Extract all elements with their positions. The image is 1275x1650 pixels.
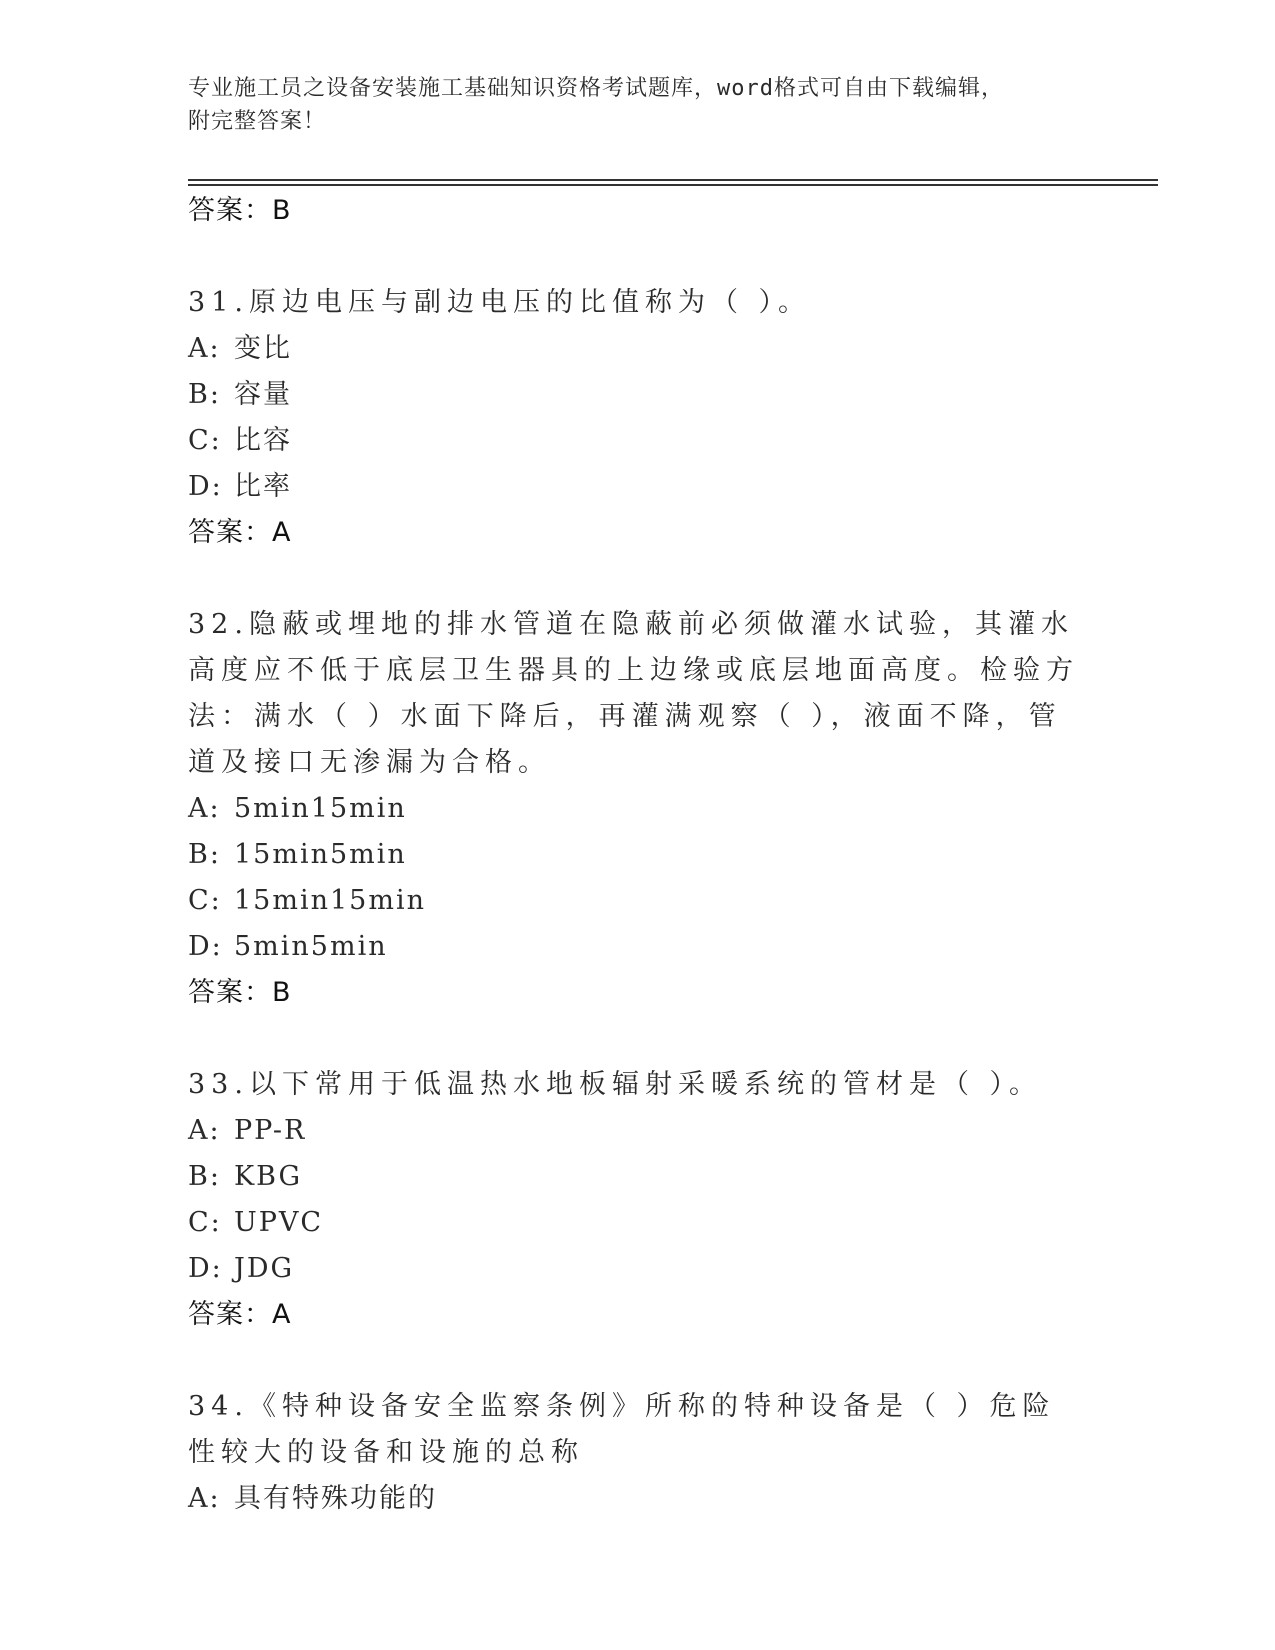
question-block — [188, 1384, 1088, 1522]
option-a — [188, 326, 1088, 372]
option-letter: B: — [188, 839, 221, 870]
option-text: KBG — [234, 1161, 303, 1192]
option-text: JDG — [234, 1253, 295, 1284]
option-d — [188, 464, 1088, 510]
option-c — [188, 418, 1088, 464]
option-text: 15min15min — [234, 885, 426, 916]
option-c — [188, 1200, 1088, 1246]
option-letter: D: — [188, 931, 223, 962]
option-c — [188, 878, 1088, 924]
question-block — [188, 280, 1088, 556]
option-text: 容量 — [234, 379, 292, 410]
option-text: 5min15min — [234, 793, 407, 824]
document-header — [188, 72, 1068, 138]
option-b — [188, 372, 1088, 418]
option-a — [188, 1108, 1088, 1154]
option-a — [188, 786, 1088, 832]
option-letter: A: — [188, 333, 221, 364]
question-text: 31.原边电压与副边电压的比值称为（ ）。 — [188, 287, 812, 318]
option-text: UPVC — [234, 1207, 324, 1238]
option-text: 15min5min — [234, 839, 407, 870]
option-letter: A: — [188, 793, 221, 824]
option-text: PP-R — [234, 1115, 307, 1146]
option-letter: A: — [188, 1483, 221, 1514]
question-text: 32.隐蔽或埋地的排水管道在隐蔽前必须做灌水试验，其灌水高度应不低于底层卫生器具的上边缘或底层地面高度。检验方法：满水（ ）水面下降后，再灌满观察（ ），液面不降，管道及接口无渗漏为合格。 — [188, 609, 1079, 778]
header-divider-top — [188, 179, 1158, 181]
answer-line: 答案：A — [188, 1299, 292, 1330]
option-letter: C: — [188, 425, 222, 456]
option-b — [188, 1154, 1088, 1200]
header-line-2: 附完整答案！ — [188, 109, 327, 134]
question-text: 34.《特种设备安全监察条例》所称的特种设备是（ ）危险性较大的设备和设施的总称 — [188, 1391, 1056, 1468]
option-letter: C: — [188, 885, 222, 916]
option-letter: B: — [188, 379, 221, 410]
option-letter: D: — [188, 471, 223, 502]
option-letter: C: — [188, 1207, 222, 1238]
option-a — [188, 1476, 1088, 1522]
option-text: 5min5min — [234, 931, 388, 962]
option-text: 具有特殊功能的 — [234, 1483, 437, 1514]
option-b — [188, 832, 1088, 878]
question-block — [188, 602, 1088, 1016]
answer-line: 答案：B — [188, 977, 292, 1008]
option-text: 比率 — [234, 471, 292, 502]
option-letter: B: — [188, 1161, 221, 1192]
option-text: 变比 — [234, 333, 292, 364]
question-list — [188, 188, 1088, 1522]
answer-line: 答案：A — [188, 517, 292, 548]
question-block — [188, 1062, 1088, 1338]
question-text: 33.以下常用于低温热水地板辐射采暖系统的管材是（ ）。 — [188, 1069, 1043, 1100]
answer-line: 答案：B — [188, 195, 292, 226]
option-d — [188, 924, 1088, 970]
option-text: 比容 — [234, 425, 292, 456]
option-letter: D: — [188, 1253, 223, 1284]
header-divider-bottom — [188, 184, 1158, 186]
option-d — [188, 1246, 1088, 1292]
option-letter: A: — [188, 1115, 221, 1146]
header-line-1: 专业施工员之设备安装施工基础知识资格考试题库，word格式可自由下载编辑， — [188, 76, 1004, 101]
